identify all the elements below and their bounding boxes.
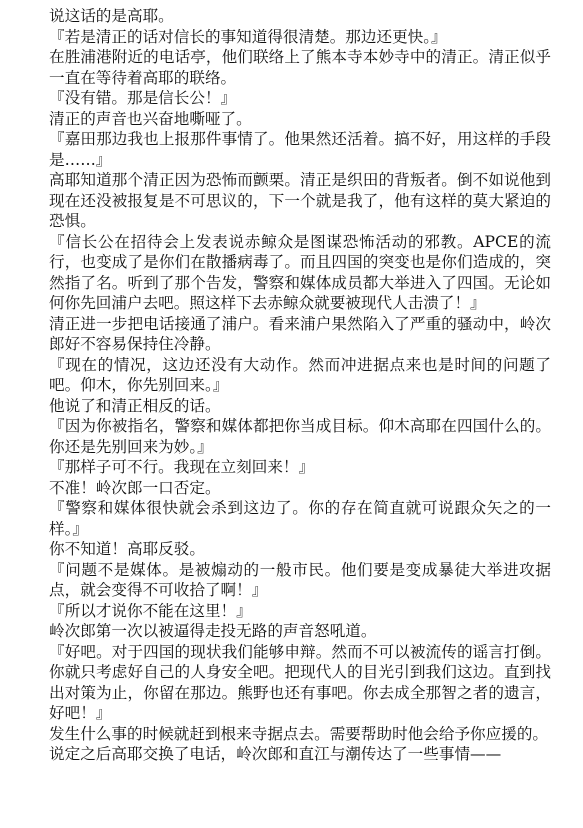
paragraph: 『警察和媒体很快就会杀到这边了。你的存在简直就可说跟众矢之的一样。』 bbox=[49, 499, 551, 538]
paragraph: 在胜浦港附近的电话亭，他们联络上了熊本寺本妙寺中的清正。清正似乎一直在等待着高耶的联络。 bbox=[49, 48, 551, 87]
paragraph: 『因为你被指名，警察和媒体都把你当成目标。仰木高耶在四国什么的。你还是先别回来为妙。』 bbox=[49, 417, 551, 456]
paragraph: 『问题不是媒体。是被煽动的一般市民。他们要是变成暴徒大举进攻据点，就会变得不可收拾了啊！』 bbox=[49, 560, 551, 599]
paragraph: 『没有错。那是信长公！』 bbox=[49, 89, 237, 107]
paragraph: 你不知道！高耶反驳。 bbox=[49, 540, 205, 558]
paragraph: 『那样子可不行。我现在立刻回来！』 bbox=[49, 458, 315, 476]
paragraph: 清正的声音也兴奋地嘶哑了。 bbox=[49, 109, 252, 128]
paragraph: 高耶知道那个清正因为恐怖而颤栗。清正是织田的背叛者。倒不如说他到现在还没被报复是不可思议的，下一个就是我了，他有这样的莫大紧迫的恐惧。 bbox=[49, 171, 551, 230]
paragraph: 说定之后高耶交换了电话，岭次郎和直江与潮传达了一些事情—— bbox=[49, 745, 502, 763]
paragraph: 发生什么事的时候就赶到根来寺据点去。需要帮助时他会给予你应援的。 bbox=[49, 724, 549, 743]
paragraph: 『好吧。对于四国的现状我们能够申辩。然而不可以被流传的谣言打倒。你就只考虑好自己的人身安全吧。把现代人的目光引到我们这边。直到找出对策为止，你留在那边。熊野也还有事吧。你去成全那智之者的遗言，好吧！』 bbox=[49, 642, 551, 722]
paragraph: 不准！岭次郎一口否定。 bbox=[49, 478, 221, 497]
paragraph: 岭次郎第一次以被逼得走投无路的声音怒吼道。 bbox=[49, 622, 377, 640]
paragraph: 『信长公在招待会上发表说赤鲸众是图谋恐怖活动的邪教。APCE的流行，也变成了是你们在散播病毒了。而且四国的突变也是你们造成的，突然指了名。听到了那个告发，警察和媒体成员都大举进入了四国。无论如何你先回浦户去吧。照这样下去赤鲸众就要被现代人击溃了！』 bbox=[49, 232, 551, 312]
paragraph: 『所以才说你不能在这里！』 bbox=[49, 601, 252, 620]
paragraph: 说这话的是高耶。 bbox=[49, 7, 174, 25]
paragraph: 清正进一步把电话接通了浦户。看来浦户果然陷入了严重的骚动中，岭次郎好不容易保持住冷静。 bbox=[49, 314, 551, 353]
paragraph: 『现在的情况，这边还没有大动作。然而冲进据点来也是时间的问题了吧。仰木，你先别回来。』 bbox=[49, 355, 551, 394]
paragraph: 他说了和清正相反的话。 bbox=[49, 396, 221, 415]
paragraph: 『若是清正的话对信长的事知道得很清楚。那边还更快。』 bbox=[49, 27, 447, 46]
paragraph: 『嘉田那边我也上报那件事情了。他果然还活着。搞不好，用这样的手段是……』 bbox=[49, 130, 551, 169]
